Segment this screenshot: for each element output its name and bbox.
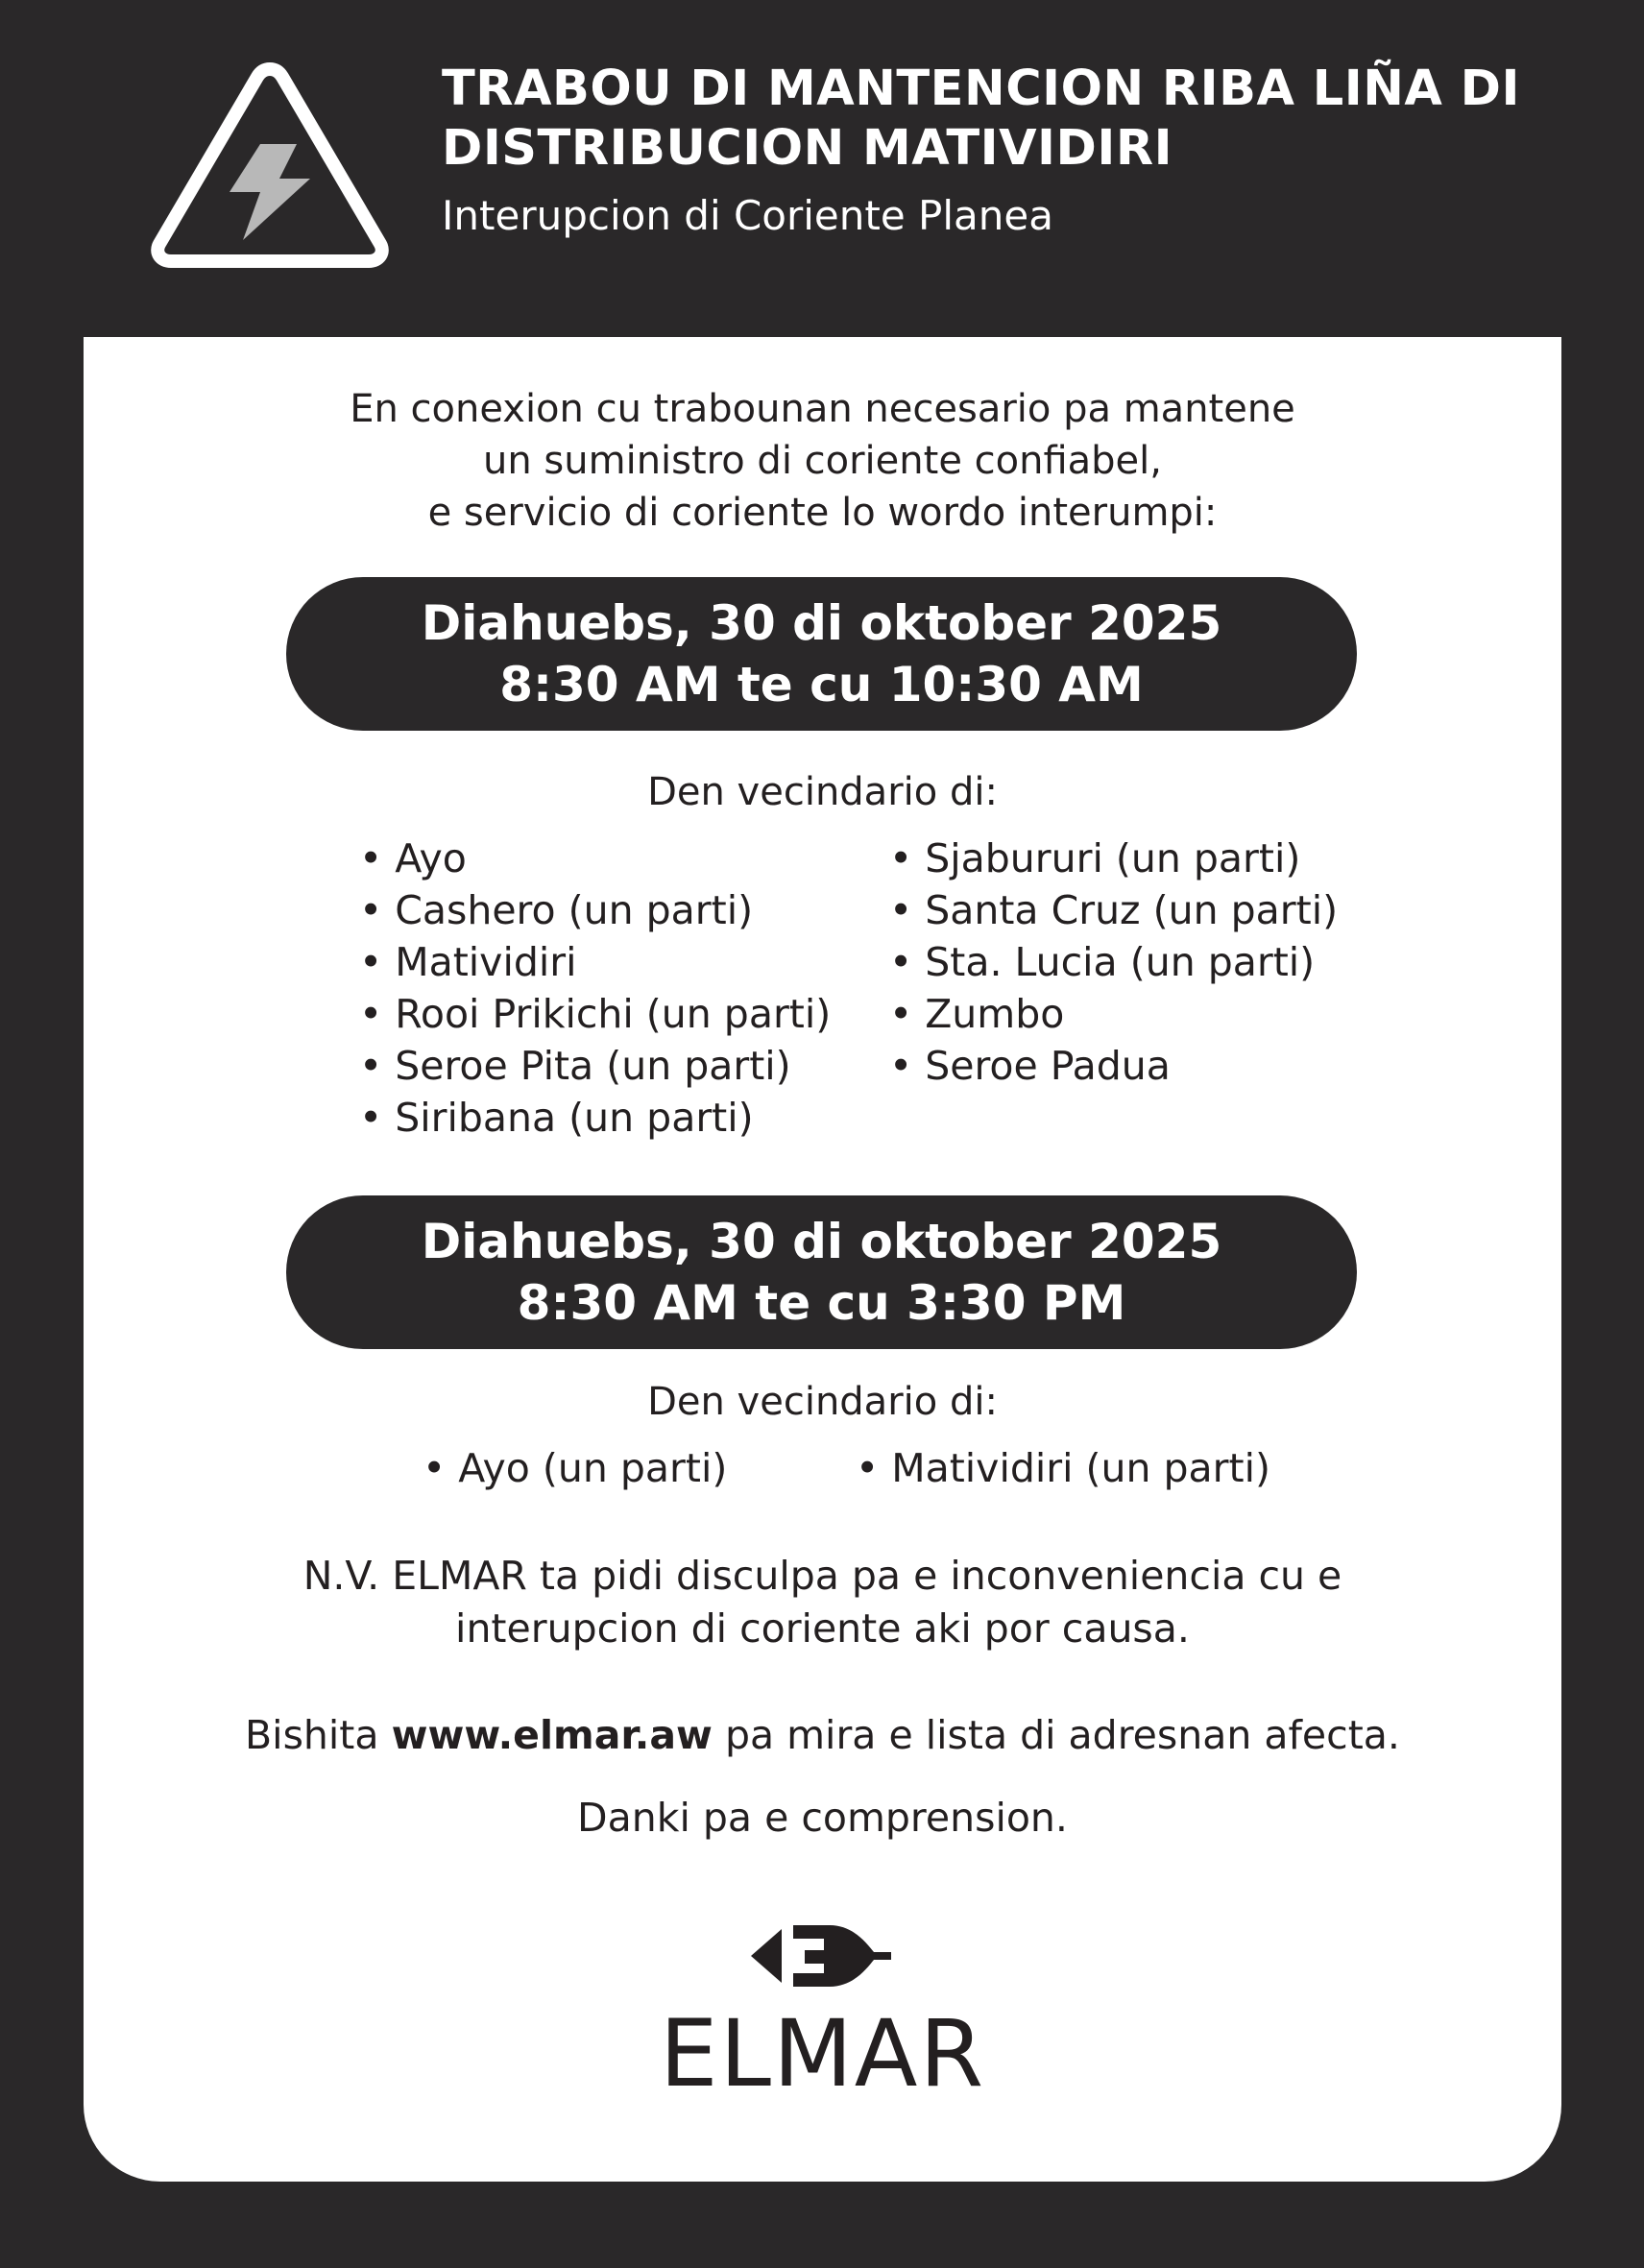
- notice-card: [84, 337, 1561, 2182]
- list-item: • Zumbo: [889, 988, 1338, 1040]
- thanks-text: Danki pa e comprension.: [577, 1795, 1068, 1841]
- list-item: • Santa Cruz (un parti): [889, 884, 1338, 936]
- apology-line: N.V. ELMAR ta pidi disculpa pa e inconveniencia cu e: [302, 1553, 1342, 1599]
- list-item: • Sjabururi (un parti): [889, 832, 1338, 884]
- schedule-banner-2: [286, 1195, 1357, 1349]
- website-link[interactable]: www.elmar.aw: [391, 1712, 713, 1758]
- intro-line: un suministro di coriente confiabel,: [483, 439, 1162, 483]
- intro-line: e servicio di coriente lo wordo interumpi:: [427, 491, 1218, 535]
- page-title: [442, 60, 1546, 179]
- list-item: • Ayo: [359, 832, 831, 884]
- neighborhoods-label: Den vecindario di:: [647, 1380, 998, 1424]
- high-voltage-warning-icon: [147, 56, 393, 273]
- page-subtitle: Interupcion di Coriente Planea: [442, 192, 1053, 239]
- elmar-logo-text: ELMAR: [659, 2000, 986, 2108]
- list-item: • Siribana (un parti): [359, 1092, 831, 1144]
- list-item: • Seroe Pita (un parti): [359, 1040, 831, 1092]
- neighborhood-list: [359, 832, 831, 1144]
- list-item: • Matividiri: [359, 936, 831, 988]
- neighborhood-list: [889, 832, 1338, 1092]
- visit-prefix: Bishita: [245, 1712, 379, 1758]
- schedule-banner-1: [286, 577, 1357, 731]
- header: [0, 0, 1644, 336]
- schedule-time: 8:30 AM te cu 10:30 AM: [499, 657, 1144, 712]
- list-item: • Seroe Padua: [889, 1040, 1338, 1092]
- neighborhood-list: [423, 1442, 727, 1494]
- title-line: DISTRIBUCION MATIVIDIRI: [442, 120, 1173, 177]
- title-line: TRABOU DI MANTENCION RIBA LIÑA DI: [442, 60, 1520, 117]
- intro-line: En conexion cu trabounan necesario pa mantene: [350, 387, 1295, 431]
- list-item: • Sta. Lucia (un parti): [889, 936, 1338, 988]
- neighborhoods-label: Den vecindario di:: [647, 770, 998, 814]
- schedule-date: Diahuebs, 30 di oktober 2025: [421, 595, 1222, 651]
- schedule-date: Diahuebs, 30 di oktober 2025: [421, 1214, 1222, 1269]
- list-item: • Rooi Prikichi (un parti): [359, 988, 831, 1040]
- apology-line: interupcion di coriente aki por causa.: [455, 1605, 1190, 1652]
- list-item: • Matividiri (un parti): [856, 1442, 1270, 1494]
- neighborhood-list: [856, 1442, 1270, 1494]
- list-item: • Cashero (un parti): [359, 884, 831, 936]
- visit-suffix: pa mira e lista di adresnan afecta.: [724, 1712, 1400, 1758]
- elmar-plug-logo-icon: [749, 1918, 893, 1994]
- apology-text: [84, 1550, 1561, 1655]
- schedule-time: 8:30 AM te cu 3:30 PM: [517, 1275, 1126, 1331]
- list-item: • Ayo (un parti): [423, 1442, 727, 1494]
- intro-text: [84, 383, 1561, 539]
- visit-text: [84, 1710, 1561, 1760]
